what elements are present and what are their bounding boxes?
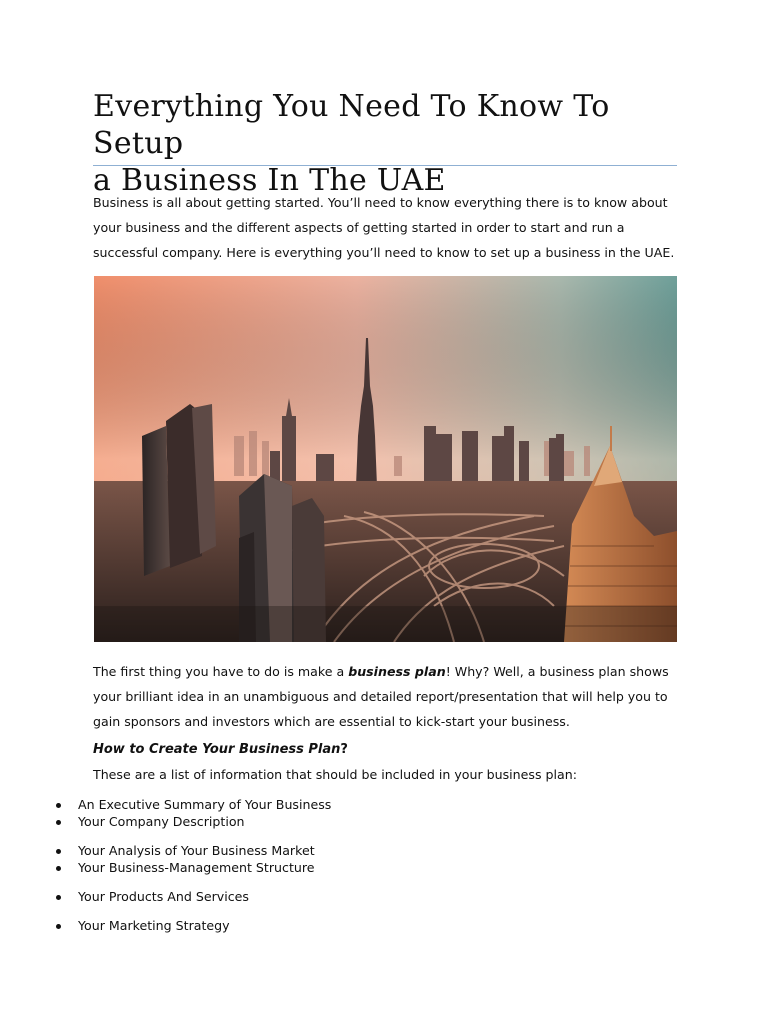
dubai-skyline-image bbox=[94, 276, 677, 642]
document-page: Everything You Need To Know To Setup a Business In The UAE Business is all about getting started. You’ll need to know everything there is to know about your business and the different aspects of getting started in order to start and run a successful company. Here is everything you’ll need to know to set up a business in the UAE. The first thing you have to do is make a business plan! Why? Well, a business plan shows your brilliant idea in an unambiguous and detailed report/presentation that will help you to gain sponsors and investors which are essential to kick-start your business. How to Create Your Business Plan? These are a list of information that should be included in your business plan: An Executive Summary of Your Business Your Company Description Your Analysis of Your Business Market Your Business-Management Structure Your Products And Services Your Marketing Strategy bbox=[0, 0, 768, 1024]
bullet-icon bbox=[56, 803, 61, 808]
bullet-icon bbox=[56, 866, 61, 871]
business-plan-paragraph: The first thing you have to do is make a business plan! Why? Well, a business plan shows your brilliant idea in an unambiguous and detailed report/presentation that will help you to gain sponsors and investors which are essential to kick-start your business. bbox=[93, 664, 669, 729]
section-subheading: How to Create Your Business Plan? bbox=[93, 742, 348, 757]
business-plan-emphasis: business plan bbox=[348, 664, 446, 679]
bullet-icon bbox=[56, 820, 61, 825]
bullet-icon bbox=[56, 849, 61, 854]
title-line-1: Everything You Need To Know To Setup bbox=[93, 89, 610, 161]
bullet-icon bbox=[56, 924, 61, 929]
list-intro: These are a list of information that should be included in your business plan: bbox=[93, 767, 577, 782]
bullet-icon bbox=[56, 895, 61, 900]
title-underline bbox=[93, 165, 677, 166]
article-title bbox=[93, 88, 693, 199]
intro-paragraph: Business is all about getting started. You’ll need to know everything there is to know about your business and the different aspects of getting started in order to start and run a successful company. Here is everything you’ll need to know to set up a business in the UAE. bbox=[93, 195, 675, 260]
title-line-2: a Business In The UAE bbox=[93, 163, 446, 198]
